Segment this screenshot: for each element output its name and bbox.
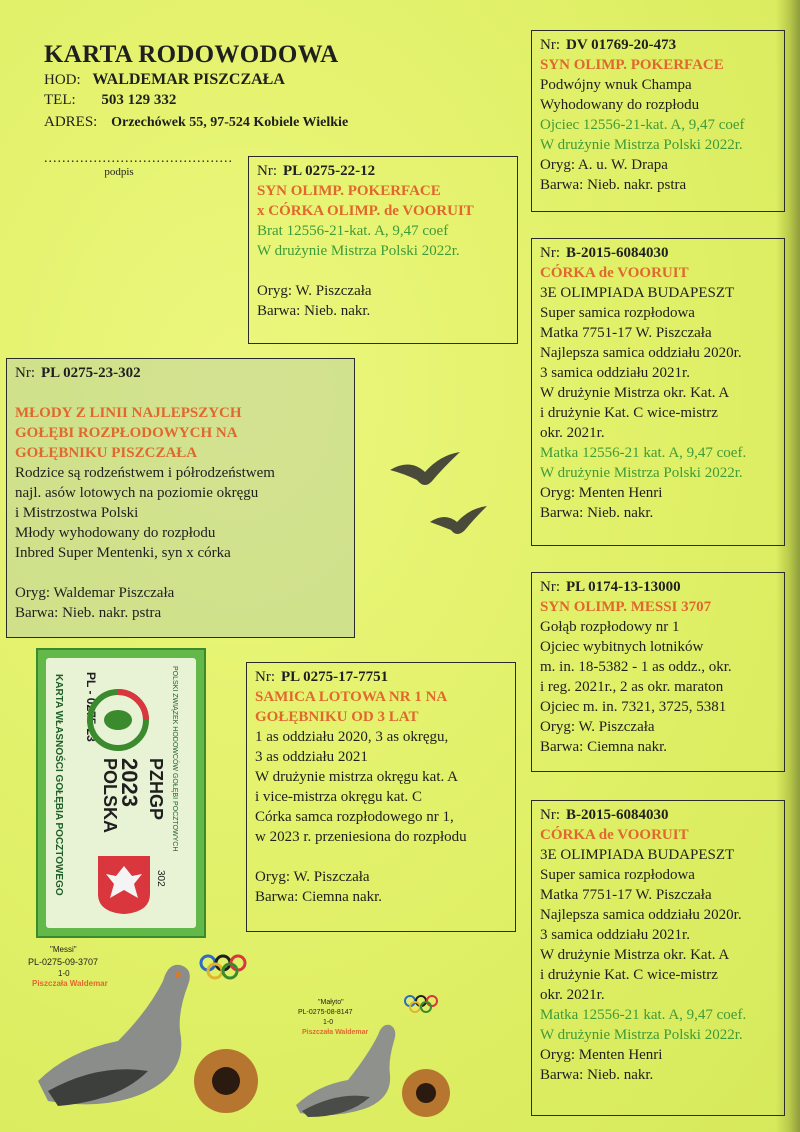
fm-oryg: Oryg: Menten Henri [540,485,663,501]
mf-line-3: m. in. 18-5382 - 1 as oddz., okr. [540,659,732,675]
ff-oryg: Oryg: A. u. W. Drapa [540,157,668,173]
pedigree-header [44,40,404,133]
mf-line-2: Ojciec wybitnych lotników [540,639,704,655]
fm-barwa: Barwa: Nieb. nakr. [540,505,654,521]
father-nr: Nr: PL 0275-22-12 [257,163,376,179]
pigeon-messi-photo-icon [28,951,288,1121]
main-red-line-2: GOŁĘBI ROZPŁODOWYCH NA [15,425,238,441]
mother-line-3: W drużynie mistrza okręgu kat. A [255,769,458,785]
signature-block [44,151,233,178]
mother-oryg: Oryg: W. Piszczała [255,869,370,885]
mf-line-4: i reg. 2021r., 2 as okr. maraton [540,679,724,695]
mother-box [246,662,516,932]
ff-line-2: Wyhodowany do rozpłodu [540,97,700,113]
address-value: Orzechówek 55, 97-524 Kobiele Wielkie [111,115,349,130]
father-mother-box [531,238,785,546]
mm-green-line-1: Matka 12556-21 kat. A, 9,47 coef. [540,1007,747,1023]
mf-red-line-1: SYN OLIMP. MESSI 3707 [540,599,712,615]
polish-eagle-emblem-icon [96,854,152,916]
card-year: 2023 [117,758,142,807]
main-nr: Nr: PL 0275-23-302 [15,365,141,381]
messi-owner: Piszczała Waldemar [32,979,108,988]
main-oryg: Oryg: Waldemar Piszczała [15,585,175,601]
mf-barwa: Barwa: Ciemna nakr. [540,739,668,755]
father-red-line-2: x CÓRKA OLIMP. de VOORUIT [257,203,474,219]
card-side-text: KARTA WŁASNOŚCI GOŁĘBIA POCZTOWEGO [53,674,64,896]
mother-barwa: Barwa: Ciemna nakr. [255,889,383,905]
mother-line-6: w 2023 r. przeniesiona do rozpłodu [255,829,467,845]
pzhgp-logo-icon [86,682,150,760]
malyto-sex: 1-0 [323,1019,334,1026]
card-org: PZHGP [146,758,166,821]
mm-line-5: 3 samica oddziału 2021r. [540,927,690,943]
address-label: ADRES: [44,114,98,130]
mm-line-3: Matka 7751-17 W. Piszczała [540,887,712,903]
pigeon-photos [8,945,513,1125]
breeder-label: HOD: [44,72,81,88]
fm-line-5: 3 samica oddziału 2021r. [540,365,690,381]
mother-line-4: i vice-mistrza okręgu kat. C [255,789,423,805]
main-red-line-1: MŁODY Z LINII NAJLEPSZYCH [15,405,242,421]
mm-oryg: Oryg: Menten Henri [540,1047,663,1063]
phone-value: 503 129 332 [101,92,177,108]
father-oryg: Oryg: W. Piszczała [257,283,372,299]
flying-pigeons-icon [385,450,505,550]
address-row [44,112,404,133]
signature-line: .......................................... [44,151,233,166]
breeder-name: WALDEMAR PISZCZAŁA [92,71,285,88]
main-barwa: Barwa: Nieb. nakr. pstra [15,605,162,621]
messi-name: "Messi" [50,945,77,954]
fm-line-3: Matka 7751-17 W. Piszczała [540,325,712,341]
breeder-row [44,70,404,90]
mm-line-4: Najlepsza samica oddziału 2020r. [540,907,742,923]
father-green-line-1: Brat 12556-21-kat. A, 9,47 coef [257,223,449,239]
mm-red-line-1: CÓRKA de VOORUIT [540,827,689,843]
mm-line-2: Super samica rozpłodowa [540,867,695,883]
main-line-5: Inbred Super Mentenki, syn x córka [15,545,231,561]
main-line-2: najl. asów lotowych na poziomie okręgu [15,485,259,501]
mm-green-line-2: W drużynie Mistrza Polski 2022r. [540,1027,743,1043]
mm-line-7: i drużynie Kat. C wice-mistrz [540,967,718,983]
ff-line-1: Podwójny wnuk Champa [540,77,692,93]
malyto-owner: Piszczała Waldemar [302,1029,369,1036]
malyto-name: "Małyto" [318,999,344,1006]
phone-label: TEL: [44,92,76,108]
mm-line-1: 3E OLIMPIADA BUDAPESZT [540,847,735,863]
fm-green-line-1: Matka 12556-21 kat. A, 9,47 coef. [540,445,747,461]
mother-red-line-2: GOŁĘBNIKU OD 3 LAT [255,709,419,725]
messi-ring: PL-0275-09-3707 [28,957,99,967]
mother-line-1: 1 as oddziału 2020, 3 as okręgu, [255,729,449,745]
mf-oryg: Oryg: W. Piszczała [540,719,655,735]
mother-line-5: Córka samca rozpłodowego nr 1, [255,809,454,825]
fm-green-line-2: W drużynie Mistrza Polski 2022r. [540,465,743,481]
ff-red-line-1: SYN OLIMP. POKERFACE [540,57,724,73]
main-red-line-3: GOŁĘBNIKU PISZCZAŁA [15,445,198,461]
card-association: POLSKI ZWIĄZEK HODOWCÓW GOŁĘBI POCZTOWYCH [171,666,178,852]
fm-line-7: i drużynie Kat. C wice-mistrz [540,405,718,421]
page-title: KARTA RODOWODOWA [44,41,339,68]
malyto-ring: PL-0275-08-8147 [298,1009,353,1016]
father-father-box [531,30,785,212]
fm-red-line-1: CÓRKA de VOORUIT [540,265,689,281]
mother-line-2: 3 as oddziału 2021 [255,749,368,765]
fm-nr: Nr: B-2015-6084030 [540,245,669,261]
fm-line-8: okr. 2021r. [540,425,605,441]
ownership-card [36,648,206,938]
mf-line-1: Gołąb rozpłodowy nr 1 [540,619,680,635]
card-ring: PL - 0275-23 [84,672,98,742]
mother-mother-box [531,800,785,1116]
signature-label: podpis [104,166,134,178]
father-red-line-1: SYN OLIMP. POKERFACE [257,183,441,199]
mf-line-5: Ojciec m. in. 7321, 3725, 5381 [540,699,727,715]
ff-green-line-2: W drużynie Mistrza Polski 2022r. [540,137,743,153]
card-country: POLSKA [100,758,120,834]
father-barwa: Barwa: Nieb. nakr. [257,303,371,319]
mm-barwa: Barwa: Nieb. nakr. [540,1067,654,1083]
father-box [248,156,518,344]
mother-nr: Nr: PL 0275-17-7751 [255,669,389,685]
main-line-1: Rodzice są rodzeństwem i półrodzeństwem [15,465,275,481]
pigeon-malyto-photo-icon [288,995,458,1125]
fm-line-6: W drużynie Mistrza okr. Kat. A [540,385,730,401]
mm-line-8: okr. 2021r. [540,987,605,1003]
mother-father-box [531,572,785,772]
main-pigeon-box [6,358,355,638]
messi-sex: 1-0 [58,969,70,978]
ownership-card-inner [46,658,196,928]
mf-nr: Nr: PL 0174-13-13000 [540,579,681,595]
father-green-line-2: W drużynie Mistrza Polski 2022r. [257,243,460,259]
ff-nr: Nr: DV 01769-20-473 [540,37,677,53]
ff-barwa: Barwa: Nieb. nakr. pstra [540,177,687,193]
mm-nr: Nr: B-2015-6084030 [540,807,669,823]
phone-row [44,90,404,110]
main-line-3: i Mistrzostwa Polski [15,505,139,521]
mm-line-6: W drużynie Mistrza okr. Kat. A [540,947,730,963]
fm-line-1: 3E OLIMPIADA BUDAPESZT [540,285,735,301]
main-line-4: Młody wyhodowany do rozpłodu [15,525,216,541]
ff-green-line-1: Ojciec 12556-21-kat. A, 9,47 coef [540,117,745,133]
fm-line-4: Najlepsza samica oddziału 2020r. [540,345,742,361]
fm-line-2: Super samica rozpłodowa [540,305,695,321]
mother-red-line-1: SAMICA LOTOWA NR 1 NA [255,689,448,705]
card-number: 302 [155,870,166,887]
